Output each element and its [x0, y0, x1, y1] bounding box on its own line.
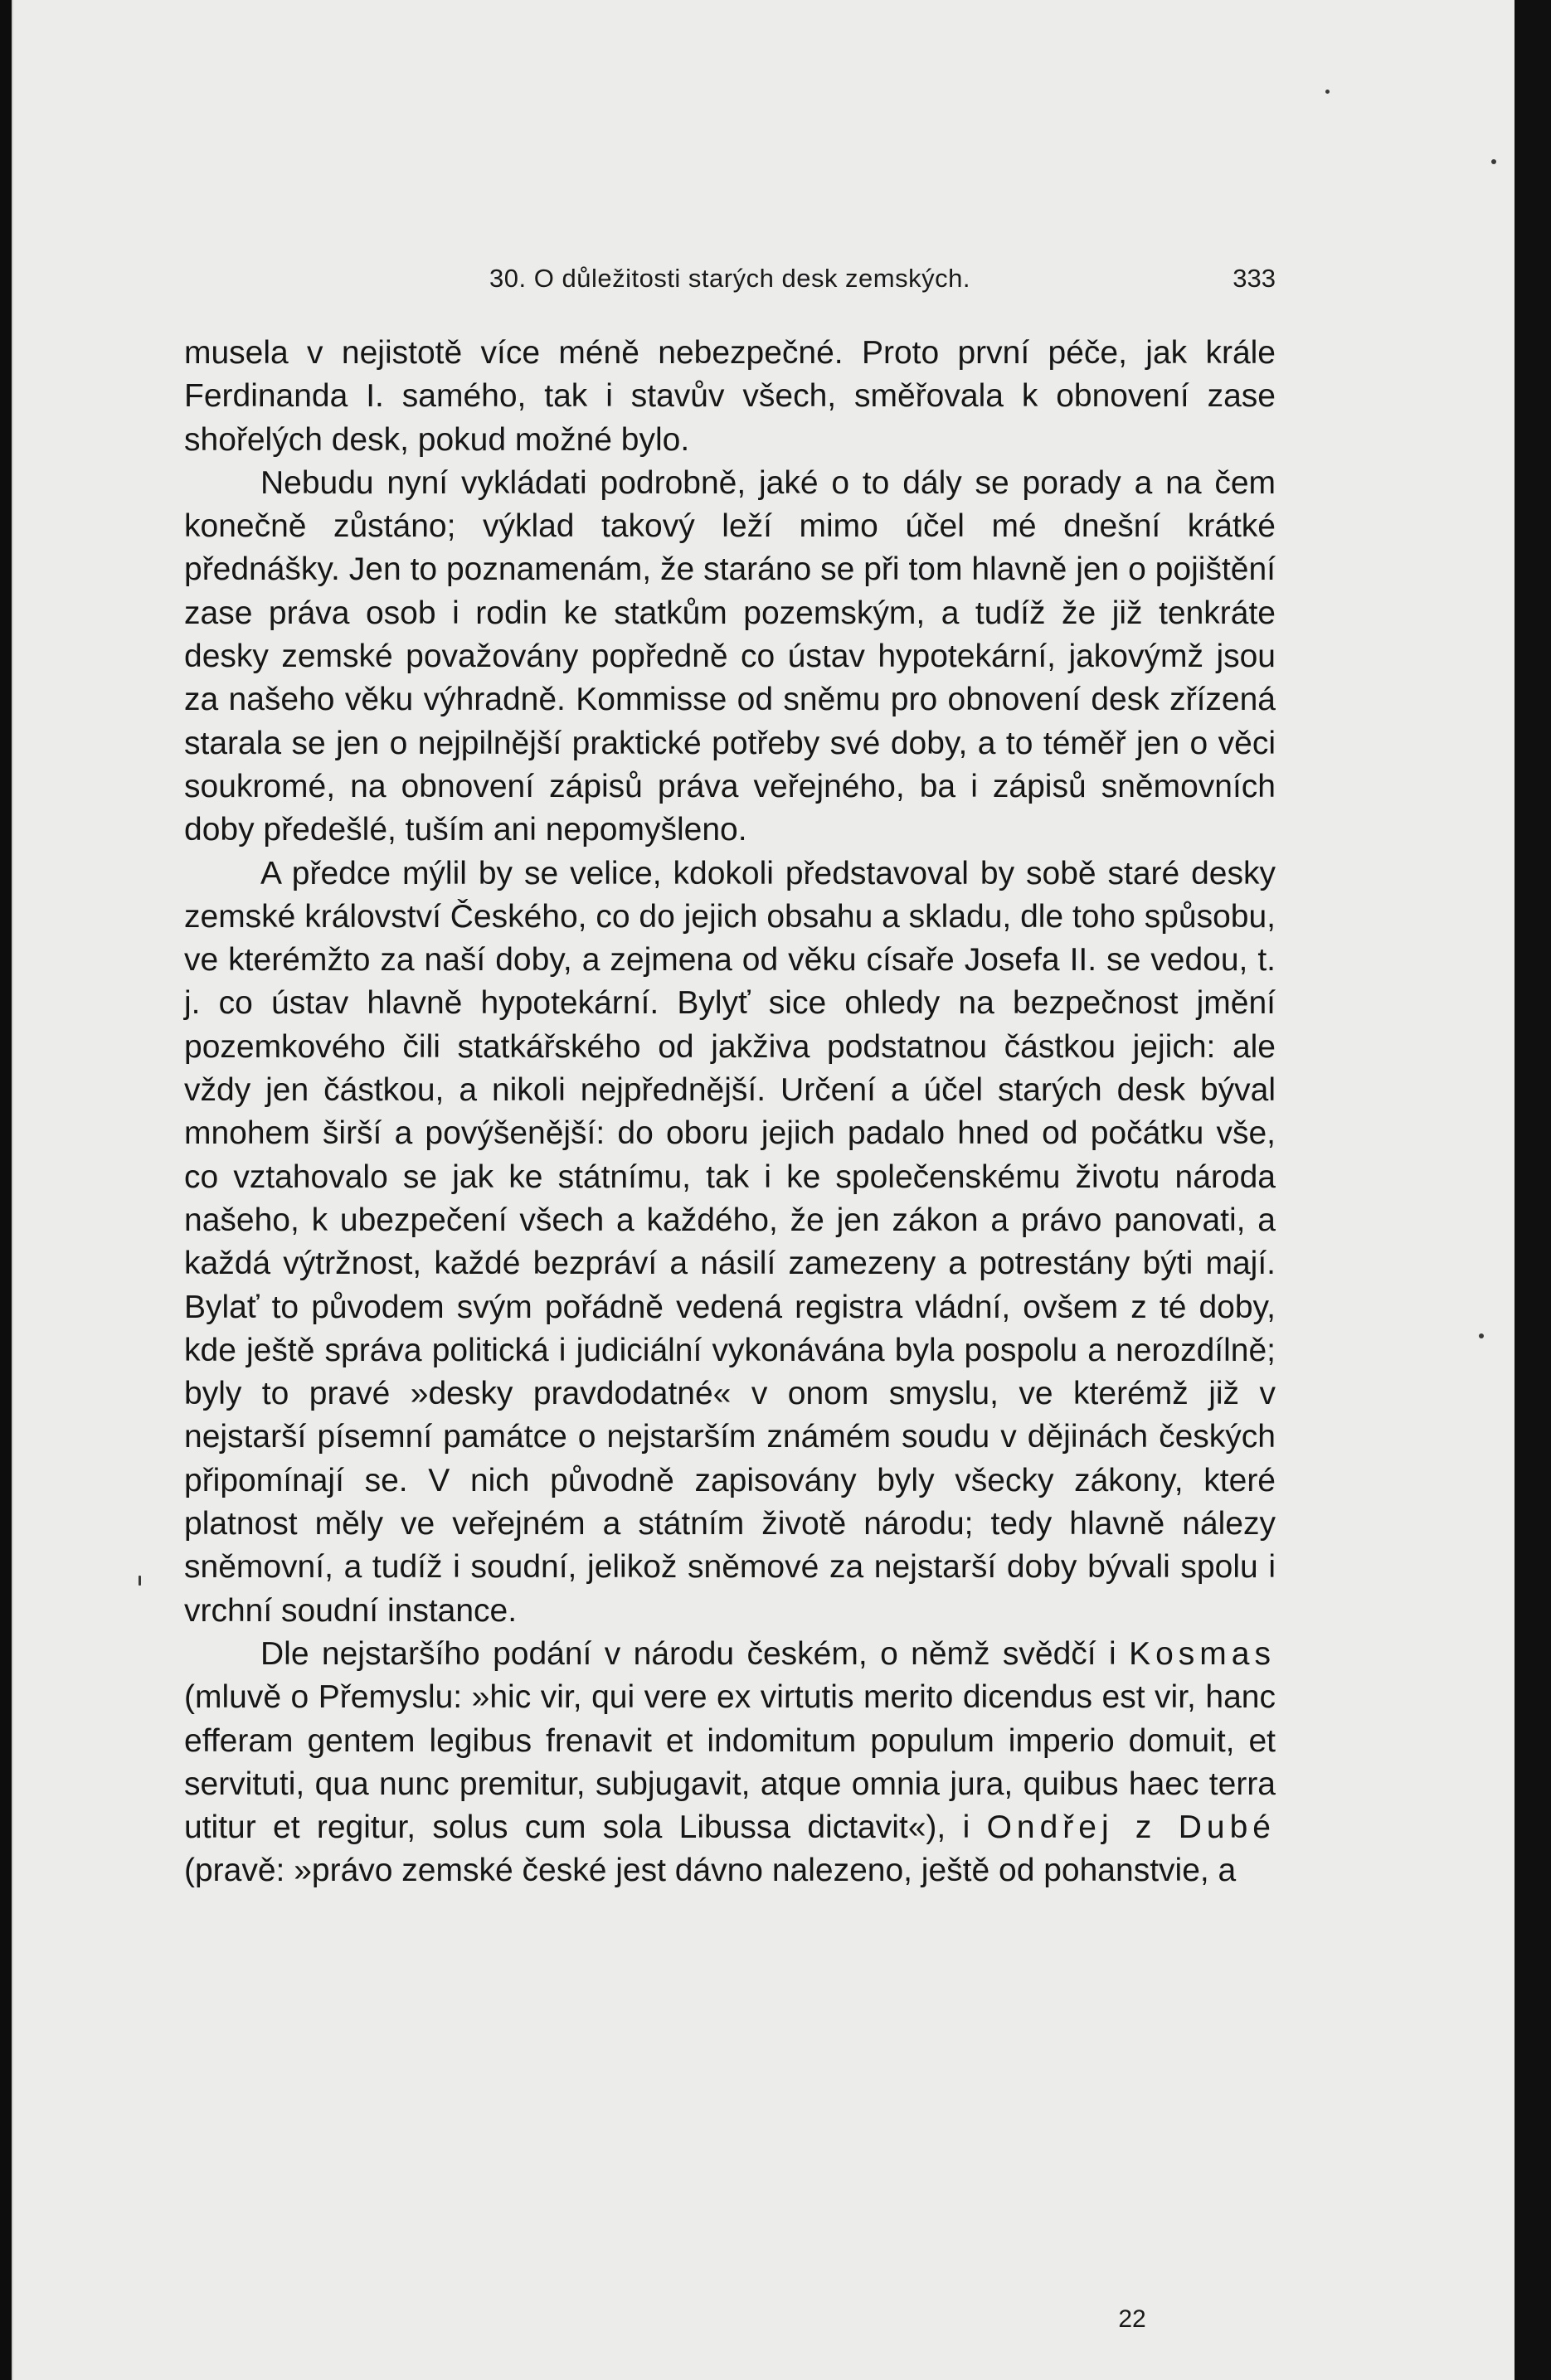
dust-speck: [1491, 159, 1496, 164]
body-text: [184, 332, 1276, 1893]
paragraph-text: (mluvě o Přemyslu: »hic vir, qui vere ex virtutis merito dicendus est vir, hanc efferam gentem legibus frenavit et indomitum populum imperio domuit, et servituti, qua nunc premitur, subjugavit, atque omnia jura, quibus haec terra utitur et regitur, solus cum sola Libussa dictavit«), i: [184, 1679, 1276, 1846]
signature-mark: 22: [1118, 2305, 1146, 2333]
page-number: 333: [1233, 264, 1276, 293]
paragraph: Nebudu nyní vykládati podrobně, jaké o to dály se porady a na čem konečně zůstáno; výklad takový leží mimo účel mé dnešní krátké přednášky. Jen to poznamenám, že staráno se při tom hlavně jen o pojištění zase práva osob i rodin ke statkům pozemským, a tudíž že již tenkráte desky zemské považovány popředně co ústav hypotekární, jakovýmž jsou za našeho věku výhradně. Kommisse od sněmu pro obnovení desk zřízená starala se jen o nejpilnější praktické potřeby své doby, a to téměř jen o věci soukromé, na obnovení zápisů práva veřejného, ba i zápisů sněmovních doby předešlé, tuším ani nepomyšleno.: [184, 464, 1276, 848]
paragraph: musela v nejistotě více méně nebezpečné. Proto první péče, jak krále Ferdinanda I. samého, tak i stavův všech, směřovala k obnovení zase shořelých desk, pokud možné bylo.: [184, 335, 1276, 458]
running-head: [184, 264, 1276, 299]
spaced-name-ondrej: Ondřej z Dubé: [986, 1809, 1276, 1846]
paragraph: A předce mýlil by se velice, kdokoli představoval by sobě staré desky zemské království Českého, co do jejich obsahu a skladu, dle toho spůsobu, ve kterémžto za naší doby, a zejmena od věku císaře Josefa II. se vedou, t. j. co ústav hlavně hypotekární. Bylyť sice ohledy na bezpečnost jmění pozemkového čili statkářského od jakživa podstatnou částkou jejich: ale vždy jen částkou, a nikoli nejpřednější. Určení a účel starých desk býval mnohem širší a povýšenější: do oboru jejich padalo hned od počátku vše, co vztahovalo se jak ke státnímu, tak i ke společenskému životu národa našeho, k ubezpečení všech a každého, že jen zákon a právo panovati, a každá výtržnost, každé bezpráví a násilí zamezeny a potrestány býti mají. Bylať to původem svým pořádně vedená registra vládní, ovšem z té doby, kde ještě správa politická i judiciální vykonávána byla pospolu a nerozdílně; byly to pravé »desky pravdodatné« v onom smyslu, ve kterémž již v nejstarší písemní památce o nejstarším známém soudu v dějinách českých připomínají se. V nich původně zapisovány byly všecky zákony, které platnost měly ve veřejném a státním životě národu; tedy hlavně nálezy sněmovní, a tudíž i soudní, jelikož sněmové za nejstarší doby bývali spolu i vrchní soudní instance.: [184, 855, 1276, 1629]
paragraph-text: Dle nejstaršího podání v národu českém, o němž svědčí i: [260, 1635, 1130, 1672]
paragraph-text: (pravě: »právo zemské české jest dávno nalezeno, ještě od pohanstvie, a: [184, 1853, 1237, 1889]
page-edge: [1515, 0, 1551, 2380]
running-title: 30. O důležitosti starých desk zemských.: [489, 264, 970, 293]
dust-speck: [1325, 90, 1330, 94]
dust-speck: [1479, 1333, 1484, 1338]
paragraph: [184, 1633, 1276, 1893]
dust-speck: [139, 1576, 141, 1586]
spaced-name-kosmas: Kosmas: [1129, 1635, 1276, 1672]
